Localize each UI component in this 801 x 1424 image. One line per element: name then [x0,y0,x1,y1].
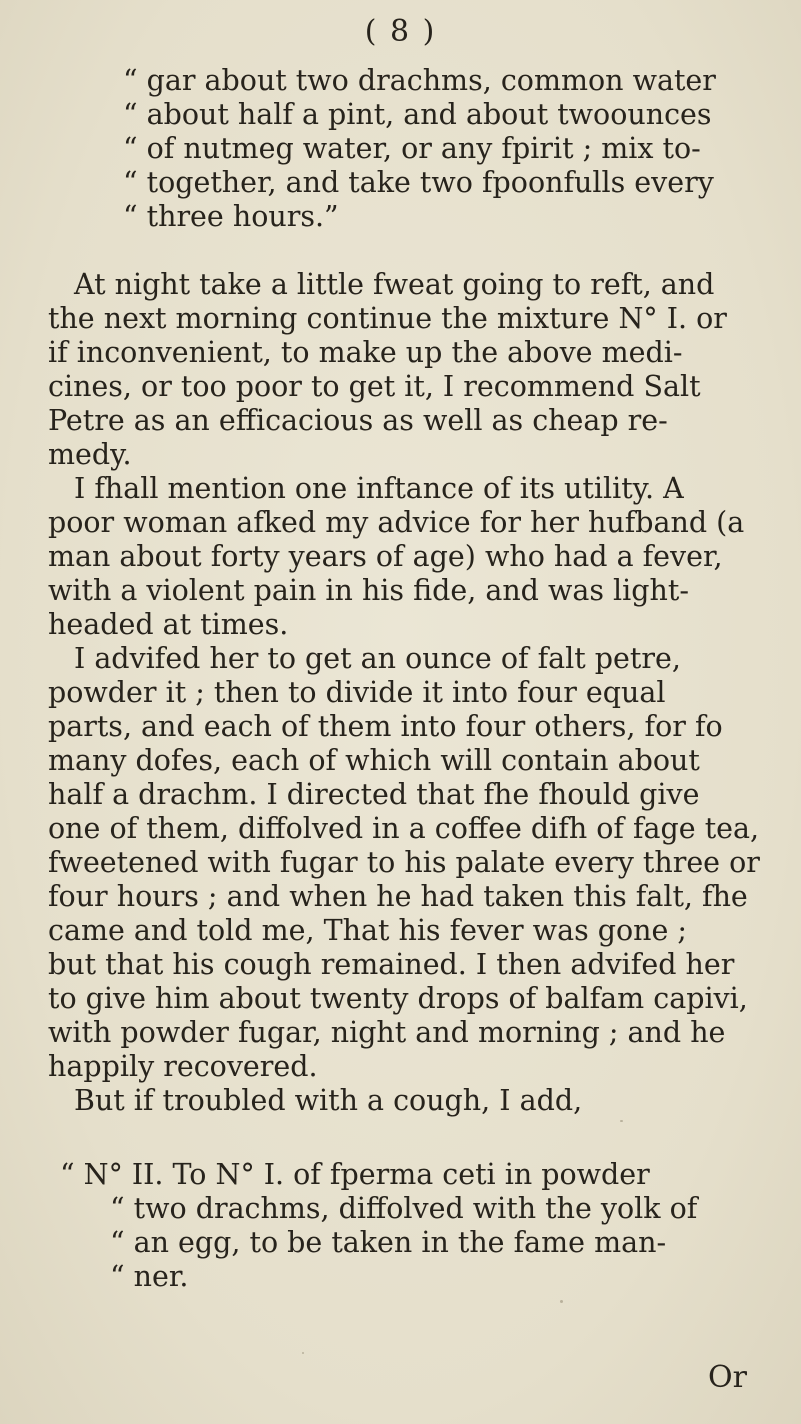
text-line: “ together, and take two fpoonfulls every [123,166,714,199]
text-line: but that his cough remained. I then advifed her [48,948,735,981]
text-line: many dofes, each of which will contain about [48,744,700,777]
text-line: I fhall mention one inftance of its utility. A [74,472,684,505]
text-line: to give him about twenty drops of balfam capivi, [48,982,748,1015]
paper-speck [620,1120,623,1122]
text-line: poor woman afked my advice for her hufband (a [48,506,745,539]
text-line: if inconvenient, to make up the above medi- [48,336,683,369]
text-line: “ three hours.” [123,200,339,233]
text-line: powder it ; then to divide it into four equal [48,676,666,709]
text-line: parts, and each of them into four others, for fo [48,710,723,743]
text-line: came and told me, That his fever was gone ; [48,914,688,947]
paper-speck [302,1352,304,1354]
text-line: I advifed her to get an ounce of falt petre, [74,642,681,675]
text-line: four hours ; and when he had taken this falt, fhe [48,880,748,913]
text-line: Petre as an efficacious as well as cheap re- [48,404,668,437]
text-line: with powder fugar, night and morning ; and he [48,1016,726,1049]
text-line: “ two drachms, diffolved with the yolk of [110,1192,698,1225]
text-line: with a violent pain in his fide, and was light- [48,574,689,607]
text-line: happily recovered. [48,1050,318,1083]
catchword: Or [708,1360,747,1395]
text-line: headed at times. [48,608,289,641]
text-line: cines, or too poor to get it, I recommend Salt [48,370,701,403]
text-line: “ ner. [110,1260,189,1293]
text-line: “ N° II. To N° I. of fperma ceti in powder [60,1158,650,1191]
text-line: “ an egg, to be taken in the fame man- [110,1226,667,1259]
text-line: the next morning continue the mixture N° I. or [48,302,727,335]
text-line: one of them, diffolved in a coffee difh of fage tea, [48,812,760,845]
text-line: “ of nutmeg water, or any fpirit ; mix to- [123,132,701,165]
text-line: But if troubled with a cough, I add, [74,1084,583,1117]
text-line: At night take a little fweat going to reft, and [74,268,715,301]
text-line: medy. [48,438,132,471]
paper-speck [560,1300,563,1303]
text-line: fweetened with fugar to his palate every three or [48,846,760,879]
text-line: “ gar about two drachms, common water [123,64,716,97]
text-line: half a drachm. I directed that fhe fhould give [48,778,700,811]
text-line: “ about half a pint, and about twoounces [123,98,712,131]
page-number: ( 8 ) [364,14,437,49]
text-line: man about forty years of age) who had a fever, [48,540,723,573]
